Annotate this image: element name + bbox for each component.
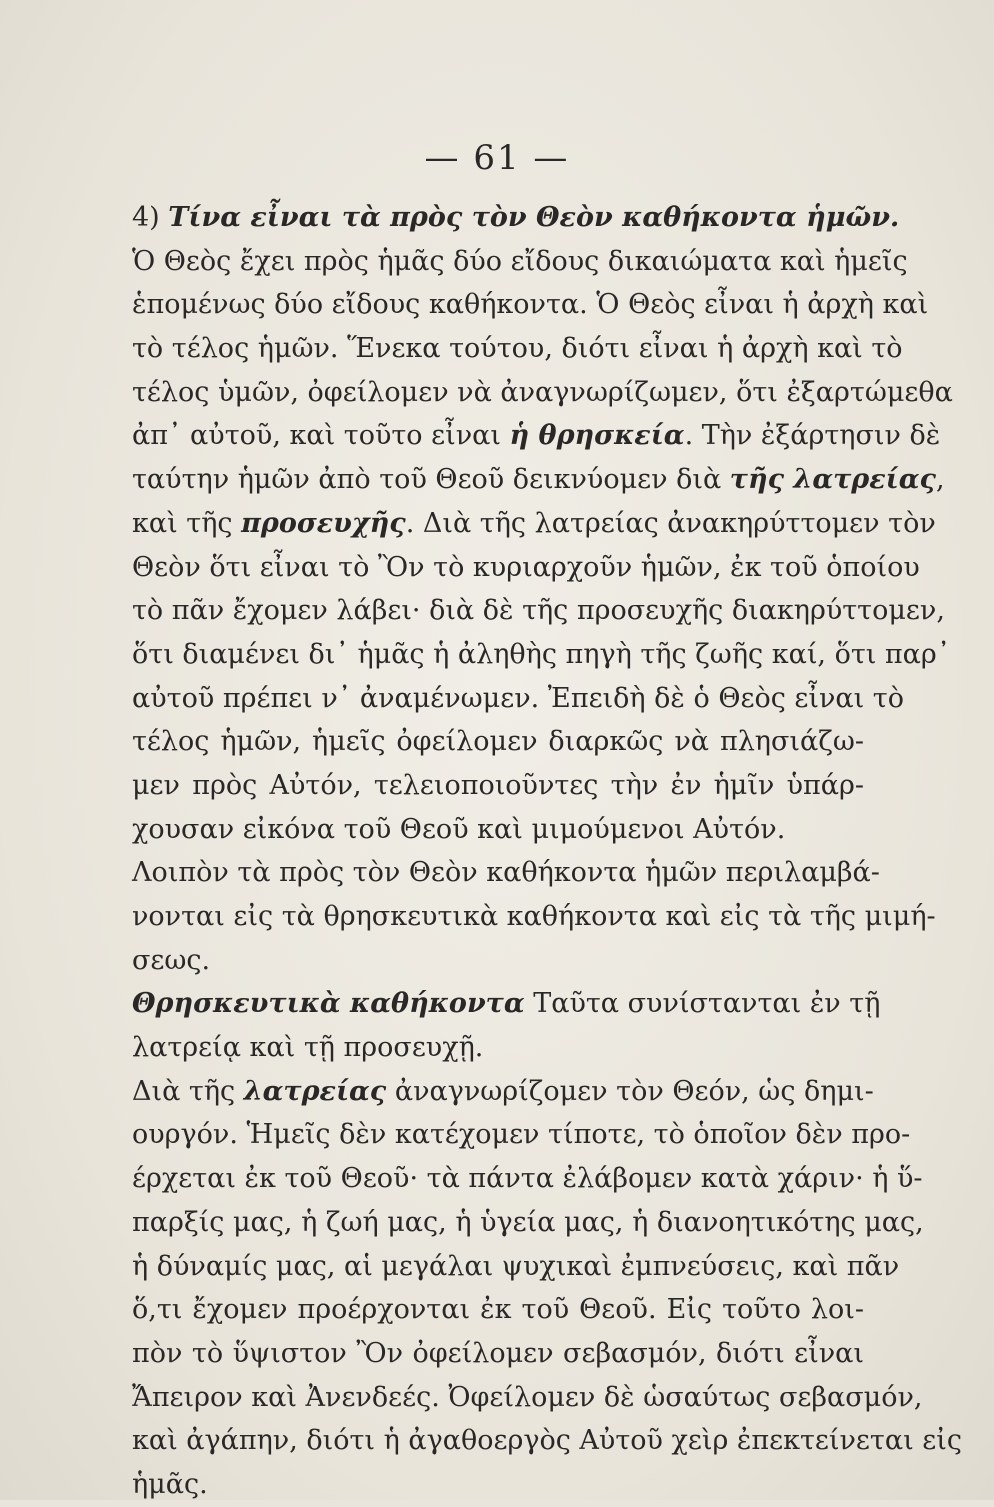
text-line xyxy=(132,414,941,458)
text-segment: καὶ τῆς xyxy=(132,507,242,539)
emphasized-term: τῆς λατρείας xyxy=(729,464,936,496)
text-line xyxy=(132,1245,900,1289)
text-segment: Διὰ τῆς xyxy=(132,1075,244,1107)
text-segment: Ὁ Θεὸς ἔχει πρὸς ἡμᾶς δύο εἴδους δικαιώματα καὶ ἡμεῖς xyxy=(132,245,908,277)
text-segment: νονται εἰς τὰ θρησκευτικὰ καθήκοντα καὶ εἰς τὰ τῆς μιμή- xyxy=(132,901,936,932)
emphasized-term: προσευχῆς xyxy=(241,507,406,539)
text-segment: ἡμᾶς. xyxy=(132,1468,208,1500)
text-line xyxy=(132,546,920,590)
text-segment: τὸ τέλος ἡμῶν. Ἕνεκα τούτου, διότι εἶναι ἡ ἀρχὴ καὶ τὸ xyxy=(132,333,903,365)
text-line xyxy=(132,371,953,415)
text-line xyxy=(132,895,936,939)
text-segment: ἀπ᾽ αὐτοῦ, καὶ τοῦτο εἶναι xyxy=(132,420,510,452)
text-segment: . Τὴν ἐξάρτησιν δὲ xyxy=(684,420,941,452)
text-segment: Ταῦτα συνίστανται ἐν τῇ xyxy=(524,988,881,1020)
emphasized-term: Τίνα εἶναι τὰ πρὸς τὸν Θεὸν καθήκοντα ἡμῶν. xyxy=(168,202,900,233)
text-segment: Θεὸν ὅτι εἶναι τὸ Ὂν τὸ κυριαρχοῦν ἡμῶν, ἐκ τοῦ ὁποίου xyxy=(132,551,920,583)
text-segment: Ἄπειρον καὶ Ἀνενδεές. Ὀφείλομεν δὲ ὡσαύτως σεβασμόν, xyxy=(132,1381,923,1413)
text-segment: ὅτι διαμένει δι᾽ ἡμᾶς ἡ ἀληθὴς πηγὴ τῆς ζωῆς καί, ὅτι παρ᾽ xyxy=(132,638,951,670)
text-line xyxy=(132,1419,962,1463)
page-number: — 61 — xyxy=(424,138,570,178)
text-line xyxy=(132,283,929,327)
text-segment: ουργόν. Ἡμεῖς δὲν κατέχομεν τίποτε, τὸ ὁποῖον δὲν προ- xyxy=(132,1119,911,1151)
text-line xyxy=(132,1463,864,1507)
text-line xyxy=(132,1201,924,1245)
body-text xyxy=(132,196,962,1507)
emphasized-term: Θρησκευτικὰ καθήκοντα xyxy=(132,988,525,1020)
text-segment: ἑπομένως δύο εἴδους καθήκοντα. Ὁ Θεὸς εἶναι ἡ ἀρχὴ καὶ xyxy=(132,289,929,321)
text-segment: αὐτοῦ πρέπει ν᾽ ἀναμένωμεν. Ἐπειδὴ δὲ ὁ Θεὸς εἶναι τὸ xyxy=(132,682,904,714)
text-segment: . Διὰ τῆς λατρείας ἀνακηρύττομεν τὸν xyxy=(405,507,936,539)
text-line xyxy=(132,851,880,895)
text-line xyxy=(132,240,908,284)
text-line xyxy=(132,982,881,1026)
text-line xyxy=(132,720,864,764)
text-line xyxy=(132,458,945,502)
text-segment: ἡ δύναμίς μας, αἱ μεγάλαι ψυχικαὶ ἐμπνεύσεις, καὶ πᾶν xyxy=(132,1250,900,1282)
emphasized-term: λατρείας xyxy=(243,1075,387,1107)
text-segment: 4) xyxy=(132,202,169,233)
text-line xyxy=(132,1113,911,1157)
text-segment: σεως. xyxy=(132,944,211,976)
text-line xyxy=(132,764,864,808)
text-line xyxy=(132,1332,864,1376)
text-line xyxy=(132,502,936,546)
emphasized-term: ἡ θρησκεία xyxy=(509,420,685,452)
text-segment: λατρείᾳ καὶ τῇ προσευχῇ. xyxy=(132,1032,484,1064)
text-line xyxy=(132,939,864,983)
text-segment: παρξίς μας, ἡ ζωή μας, ἡ ὑγεία μας, ἡ διανοητικότης μας, xyxy=(132,1206,924,1238)
text-line xyxy=(132,1026,864,1070)
text-segment: τέλος ἡμῶν, ἡμεῖς ὀφείλομεν διαρκῶς νὰ πλησιάζω- xyxy=(132,726,864,758)
text-segment: Λοιπὸν τὰ πρὸς τὸν Θεὸν καθήκοντα ἡμῶν περιλαμβά- xyxy=(132,857,880,889)
text-line xyxy=(132,633,951,677)
text-line xyxy=(132,677,904,721)
text-segment: τὸ πᾶν ἔχομεν λάβει· διὰ δὲ τῆς προσευχῆς διακηρύττομεν, xyxy=(132,595,945,627)
text-segment: καὶ ἀγάπην, διότι ἡ ἀγαθοεργὸς Αὐτοῦ χεὶρ ἐπεκτείνεται εἰς xyxy=(132,1425,962,1457)
text-line xyxy=(132,589,945,633)
text-line xyxy=(132,1288,864,1332)
text-segment: μεν πρὸς Αὐτόν, τελειοποιοῦντες τὴν ἐν ἡμῖν ὑπάρ- xyxy=(132,769,864,801)
text-segment: ἀναγνωρίζομεν τὸν Θεόν, ὡς δημι- xyxy=(386,1075,874,1107)
text-segment: ταύτην ἡμῶν ἀπὸ τοῦ Θεοῦ δεικνύομεν διὰ xyxy=(132,464,730,496)
text-line xyxy=(132,327,903,371)
text-line xyxy=(132,196,900,240)
text-line xyxy=(132,1070,874,1114)
text-line xyxy=(132,1376,923,1420)
text-segment: τέλος ὑμῶν, ὀφείλομεν νὰ ἀναγνωρίζωμεν, ὅτι ἐξαρτώμεθα xyxy=(132,376,953,408)
text-segment: ὅ,τι ἔχομεν προέρχονται ἐκ τοῦ Θεοῦ. Εἰς τοῦτο λοι- xyxy=(132,1294,864,1326)
text-segment: πὸν τὸ ὕψιστον Ὂν ὀφείλομεν σεβασμόν, διότι εἶναι xyxy=(132,1337,864,1369)
text-line xyxy=(132,1157,923,1201)
text-segment: έρχεται ἐκ τοῦ Θεοῦ· τὰ πάντα ἐλάβομεν κατὰ χάριν· ἡ ὕ- xyxy=(132,1163,923,1195)
text-segment: χουσαν εἰκόνα τοῦ Θεοῦ καὶ μιμούμενοι Αὐτόν. xyxy=(132,813,786,845)
text-segment: , xyxy=(935,464,945,496)
text-line xyxy=(132,808,864,852)
